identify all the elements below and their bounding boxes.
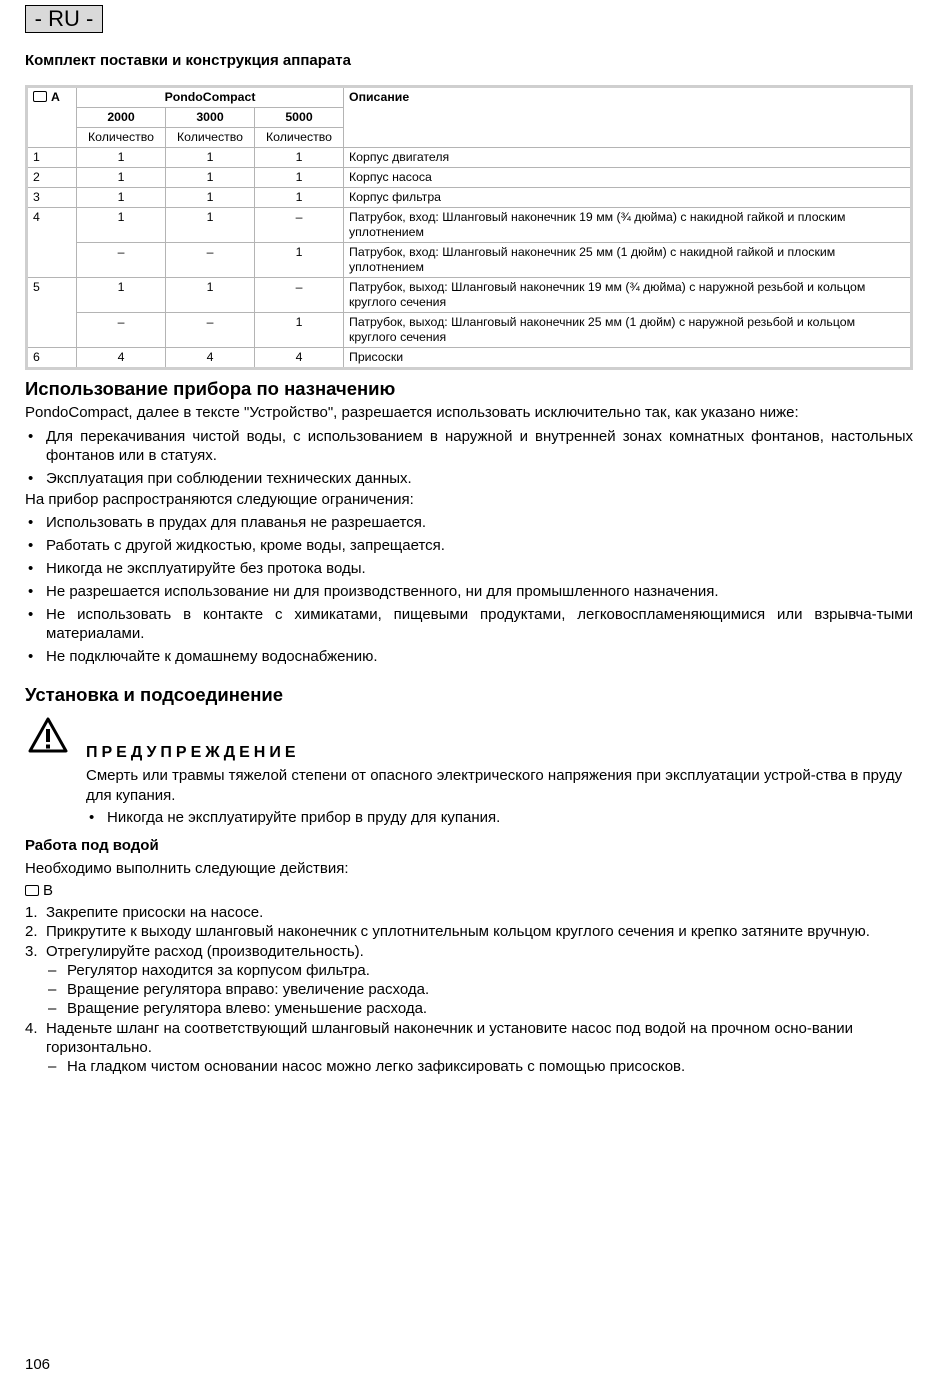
restrictions-intro: На прибор распространяются следующие ограничения: bbox=[25, 491, 414, 508]
qty-label: Количество bbox=[255, 128, 344, 148]
page-number: 106 bbox=[25, 1356, 51, 1373]
list-item: • Эксплуатация при соблюдении технических данных. bbox=[25, 469, 913, 488]
table-row: 4 1 1 – Патрубок, вход: Шланговый наконечник 19 мм (¾ дюйма) с накидной гайкой и плоским уплотнением bbox=[27, 208, 912, 243]
subsection-title-underwater: Работа под водой bbox=[25, 837, 159, 854]
model-3000: 3000 bbox=[166, 108, 255, 128]
table-row: 1 1 1 1 Корпус двигателя bbox=[27, 148, 912, 168]
model-2000: 2000 bbox=[77, 108, 166, 128]
step-item: 3. Отрегулируйте расход (производительность). – Регулятор находится за корпусом фильтра. – Вращение регулятора вправо: увеличение расхода. – Вращение регулятора влево: уменьшение расхода. bbox=[25, 942, 913, 1019]
sub-step: – На гладком чистом основании насос можно легко зафиксировать с помощью присосков. bbox=[46, 1057, 913, 1076]
list-item: • Не разрешается использование ни для производственного, ни для промышленного назначения. bbox=[25, 582, 913, 601]
warning-triangle-icon bbox=[27, 716, 69, 754]
table-figure-ref-cell: A bbox=[27, 87, 77, 108]
figure-box-icon bbox=[33, 91, 47, 102]
sub-step: – Вращение регулятора вправо: увеличение расхода. bbox=[46, 980, 913, 999]
sub-step: – Вращение регулятора влево: уменьшение расхода. bbox=[46, 999, 913, 1018]
warning-bullet: • Никогда не эксплуатируйте прибор в пруду для купания. bbox=[86, 808, 500, 827]
table-row: 3 1 1 1 Корпус фильтра bbox=[27, 188, 912, 208]
table-row: 2 1 1 1 Корпус насоса bbox=[27, 168, 912, 188]
parts-table bbox=[25, 85, 913, 370]
qty-label: Количество bbox=[77, 128, 166, 148]
step-item: 1. Закрепите присоски на насосе. bbox=[25, 904, 264, 921]
list-item: • Для перекачивания чистой воды, с использованием в наружной и внутренней зонах комнатных фонтанов, настольных фонтанов или в статуях. bbox=[25, 427, 913, 465]
list-item: • Никогда не эксплуатируйте без протока воды. bbox=[25, 559, 913, 578]
allowed-list bbox=[25, 427, 913, 492]
warning-title: ПРЕДУПРЕЖДЕНИЕ bbox=[86, 744, 300, 761]
table-row: 6 4 4 4 Присоски bbox=[27, 348, 912, 369]
list-item: • Работать с другой жидкостью, кроме воды, запрещается. bbox=[25, 536, 913, 555]
list-item: • Не подключайте к домашнему водоснабжению. bbox=[25, 647, 913, 666]
intended-use-intro: PondoCompact, далее в тексте "Устройство", разрешается использовать исключительно так, как указано ниже: bbox=[25, 404, 799, 421]
step-item: 4. Наденьте шланг на соответствующий шланговый наконечник и установите насос под водой на прочном осно-вании горизонтально. – На гладком чистом основании насос можно легко зафиксировать с помощью присосков. bbox=[25, 1019, 913, 1077]
figure-box-icon bbox=[25, 885, 39, 896]
language-badge: - RU - bbox=[25, 5, 103, 33]
section-title-delivery: Комплект поставки и конструкция аппарата bbox=[25, 52, 351, 69]
steps-intro: Необходимо выполнить следующие действия: bbox=[25, 860, 349, 877]
description-header: Описание bbox=[344, 87, 912, 148]
figure-ref-b: B bbox=[25, 881, 53, 900]
list-item: • Не использовать в контакте с химикатами, пищевыми продуктами, легковоспламеняющимися или взрывча-тыми материалами. bbox=[25, 605, 913, 643]
restrictions-list bbox=[25, 513, 913, 670]
table-row: 5 1 1 – Патрубок, выход: Шланговый наконечник 19 мм (¾ дюйма) с наружной резьбой и кольцом круглого сечения bbox=[27, 278, 912, 313]
steps-list bbox=[25, 903, 913, 1077]
model-header: PondoCompact bbox=[77, 87, 344, 108]
table-row: – – 1 Патрубок, выход: Шланговый наконечник 25 мм (1 дюйм) с наружной резьбой и кольцом круглого сечения bbox=[27, 313, 912, 348]
step-item: 2. Прикрутите к выходу шланговый наконечник с уплотнительным кольцом круглого сечения и крепко затяните вручную. bbox=[25, 923, 870, 941]
model-5000: 5000 bbox=[255, 108, 344, 128]
table-row: – – 1 Патрубок, вход: Шланговый наконечник 25 мм (1 дюйм) с накидной гайкой и плоским уплотнением bbox=[27, 243, 912, 278]
qty-label: Количество bbox=[166, 128, 255, 148]
list-item: • Использовать в прудах для плаванья не разрешается. bbox=[25, 513, 913, 532]
section-title-intended-use: Использование прибора по назначению bbox=[25, 378, 396, 399]
section-title-installation: Установка и подсоединение bbox=[25, 684, 284, 705]
sub-step: – Регулятор находится за корпусом фильтра. bbox=[46, 961, 913, 980]
warning-text: Смерть или травмы тяжелой степени от опасного электрического напряжения при эксплуатации устрой-ства в пруду для купания. bbox=[86, 767, 903, 804]
